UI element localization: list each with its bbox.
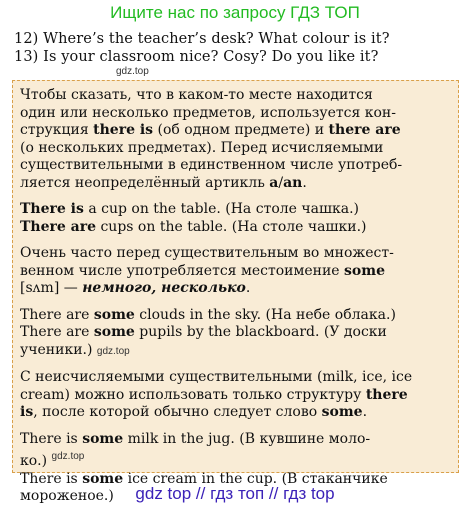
text-line: Чтобы сказать, что в каком-то месте находится [20, 87, 373, 103]
text-line: (о нескольких предметах). Перед исчисляемыми [20, 139, 384, 156]
text-line: [sʌm] — немного, несколько. [20, 280, 251, 296]
top-banner: Ищите нас по запросу ГДЗ ТОП [110, 3, 360, 22]
example-line: ко.) $^{gdz.top}$ [20, 451, 85, 469]
example-line: мороженое.) [20, 488, 114, 504]
example-line: There are some clouds in the sky. (На небе облака.) [20, 306, 396, 323]
text-line: струкция there is (об одном предмете) и there are [20, 122, 401, 138]
question-12: 12) Where’s the teacher’s desk? What colour is it? [14, 31, 390, 47]
watermark-3: gdz.top [51, 451, 85, 462]
example-block-2 [20, 307, 452, 361]
bottom-banner: gdz top // гдз топ // гдз top [135, 484, 335, 503]
text-line: is, после которой обычно следует слово some. [20, 404, 368, 420]
question-13: 13) Is your classroom nice? Cosy? Do you like it? [14, 49, 379, 65]
text-line: венном числе употребляется местоимение some [20, 262, 385, 279]
text-line: cream) можно использовать только структуру there [20, 386, 408, 403]
rule-paragraph-3 [20, 369, 452, 422]
text-line: Очень часто перед существительным во множест- [20, 245, 394, 261]
text-line: один или несколько предметов, используется кон- [20, 104, 396, 121]
text-line: ляется неопределённый артикль a/an. [20, 174, 307, 191]
example-line: There are cups on the table. (На столе чашки.) [20, 218, 367, 235]
example-line: There are some pupils by the blackboard. (У доски [20, 324, 387, 340]
rule-paragraph-1 [20, 87, 452, 192]
example-line: There is some ice cream in the cup. (В стаканчике [20, 470, 388, 487]
text-line: существительными в единственном числе употреб- [20, 157, 403, 173]
questions-list [14, 30, 464, 66]
example-line: There is some milk in the jug. (В кувшине моло- [20, 430, 371, 447]
watermark-2: gdz.top [96, 345, 130, 357]
watermark-1: gdz.top [116, 66, 149, 77]
example-block-1 [20, 201, 452, 236]
rule-paragraph-2 [20, 245, 452, 298]
text-line: С неисчисляемыми существительными (milk, ice, ice [20, 369, 413, 385]
example-line: ученики.) gdz.top [20, 341, 130, 358]
example-line: There is a cup on the table. (На столе чашка.) [20, 201, 360, 217]
